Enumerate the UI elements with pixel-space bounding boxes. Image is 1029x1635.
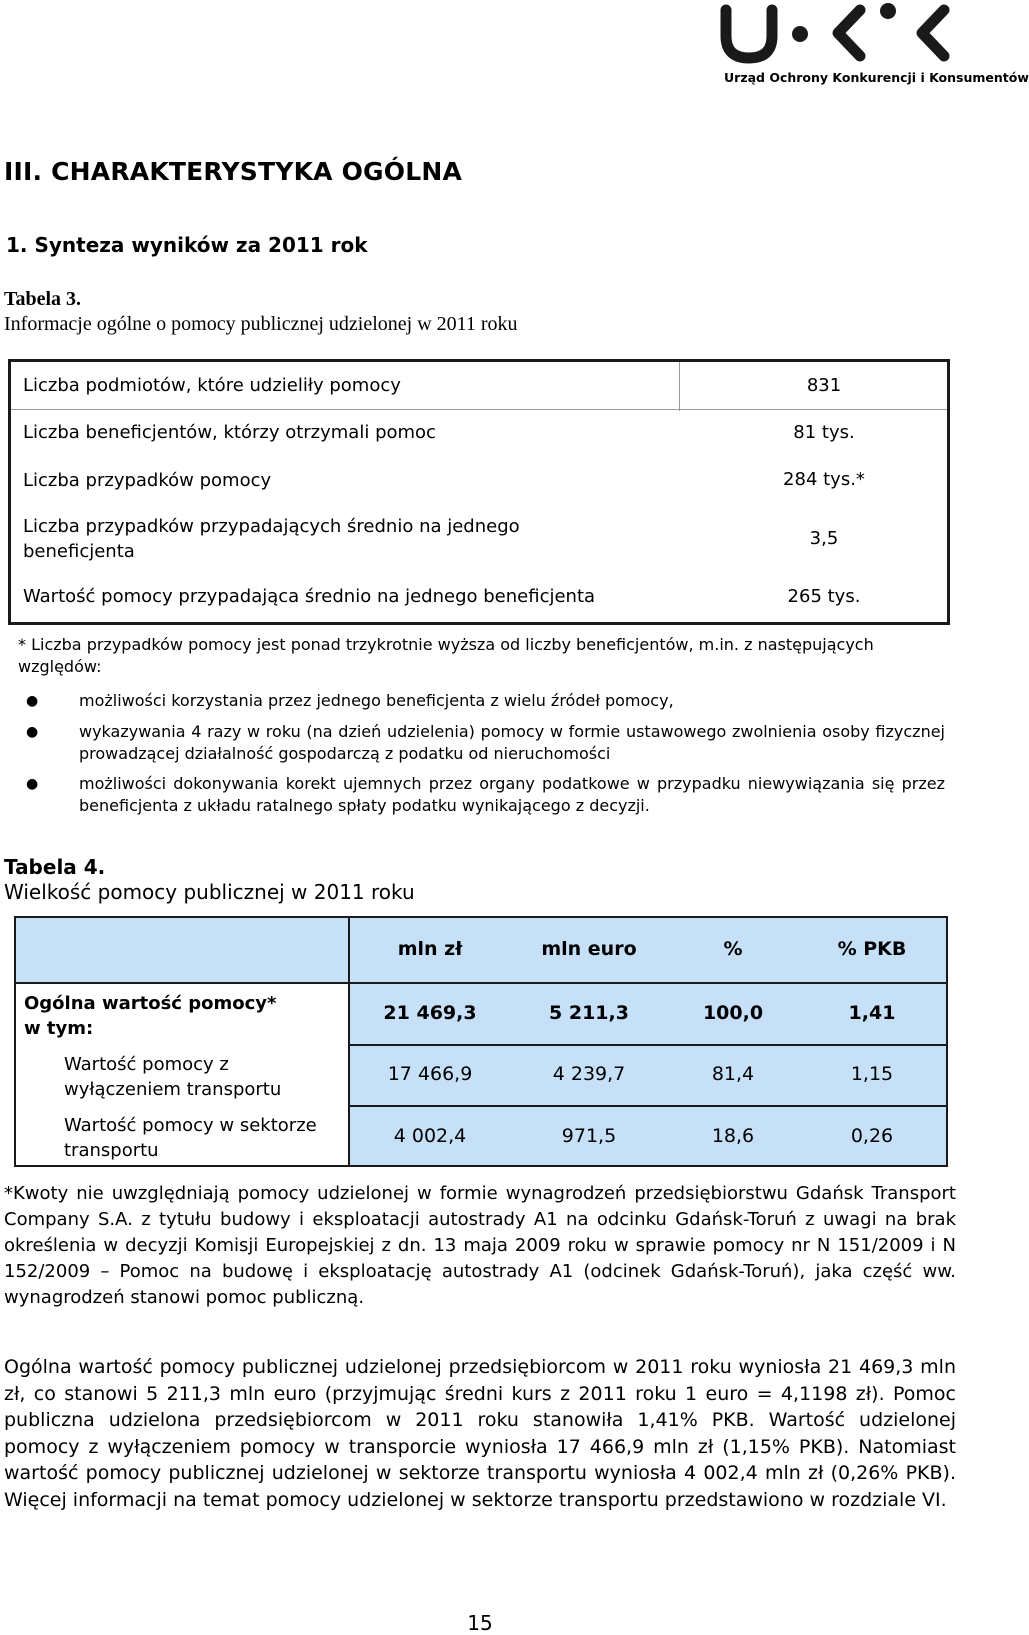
row-value: 3,5 bbox=[809, 528, 839, 549]
bullet-icon: ● bbox=[26, 693, 39, 709]
table4-footnote: *Kwoty nie uwzględniają pomocy udzielonej w formie wynagrodzeń przedsiębiorstwu Gdańsk Transport Company S.A. z tytułu budowy i eksploatacji autostrady A1 na odcinku Gdańsk-Toruń z uwagi na brak określenia w decyzji Komisji Europejskiej z dn. 13 maja 2009 roku w sprawie pomocy nr N 151/2009 i N 152/2009 – Pomoc na budowę i eksploatację autostrady A1 (odcinek Gdańsk-Toruń), jaka część ww. wynagrodzeń stanowi pomoc publiczną. bbox=[4, 1183, 956, 1308]
table3 bbox=[8, 359, 950, 625]
row-value: 284 tys.* bbox=[783, 469, 865, 490]
subsection-title: 1. Synteza wyników za 2011 rok bbox=[6, 233, 368, 257]
row-label: Ogólna wartość pomocy* w tym: bbox=[24, 993, 277, 1039]
table3-caption: Informacje ogólne o pomocy publicznej udzielonej w 2011 roku bbox=[4, 313, 518, 335]
list-item: możliwości dokonywania korekt ujemnych przez organy podatkowe w przypadku niewywiązania się przez beneficjenta z układu ratalnego spłaty podatku wynikającego z decyzji. bbox=[79, 774, 945, 815]
logo-caption: Urząd Ochrony Konkurencji i Konsumentów bbox=[724, 70, 1029, 85]
cell: 17 466,9 bbox=[387, 1063, 473, 1085]
row-label: Wartość pomocy przypadająca średnio na jednego beneficjenta bbox=[23, 586, 596, 607]
bullet-icon: ● bbox=[26, 776, 39, 792]
cell: 4 239,7 bbox=[552, 1063, 626, 1085]
cell: 1,15 bbox=[850, 1063, 894, 1085]
cell: 5 211,3 bbox=[549, 1002, 629, 1024]
cell: 0,26 bbox=[850, 1125, 894, 1147]
column-header: % bbox=[723, 938, 743, 960]
table4-label: Tabela 4. bbox=[4, 855, 106, 879]
row-label: Liczba podmiotów, które udzieliły pomocy bbox=[23, 375, 401, 396]
row-label: Liczba beneficjentów, którzy otrzymali pomoc bbox=[23, 422, 436, 443]
row-value: 831 bbox=[806, 375, 842, 396]
page-number: 15 bbox=[467, 1611, 493, 1635]
summary-paragraph: Ogólna wartość pomocy publicznej udzielonej przedsiębiorcom w 2011 roku wyniosła 21 469,3 mln zł, co stanowi 5 211,3 mln euro (przyjmując średni kurs z 2011 roku 1 euro = 4,1198 zł). Pomoc publiczna udzielona przedsiębiorcom w 2011 roku stanowiła 1,41% PKB. Wartość udzielonej pomocy z wyłączeniem pomocy w transporcie wyniosła 17 466,9 mln zł (1,15% PKB). Natomiast wartość pomocy publicznej udzielonej w sektorze transportu wyniosła 4 002,4 mln zł (0,26% PKB). Więcej informacji na temat pomocy udzielonej w sektorze transportu przedstawiono w rozdziale VI. bbox=[4, 1356, 956, 1511]
cell: 81,4 bbox=[711, 1063, 755, 1085]
list-item: wykazywania 4 razy w roku (na dzień udzielenia) pomocy w formie ustawowego zwolnienia osoby fizycznej prowadzącej działalność gospodarczą z podatku od nieruchomości bbox=[79, 722, 945, 763]
table4 bbox=[14, 916, 948, 1167]
table3-footnote: * Liczba przypadków pomocy jest ponad trzykrotnie wyższa od liczby beneficjentów, m.in. z następujących względów: bbox=[18, 635, 874, 676]
row-value: 81 tys. bbox=[793, 422, 855, 443]
bullet-icon: ● bbox=[26, 724, 39, 740]
column-header: mln zł bbox=[397, 938, 463, 960]
cell: 21 469,3 bbox=[383, 1002, 477, 1024]
row-label: Liczba przypadków przypadających średnio na jednego beneficjenta bbox=[23, 516, 520, 562]
table3-label: Tabela 3. bbox=[4, 288, 82, 310]
column-header: % PKB bbox=[837, 938, 907, 960]
list-item: możliwości korzystania przez jednego beneficjenta z wielu źródeł pomocy, bbox=[79, 691, 674, 710]
column-header: mln euro bbox=[541, 938, 637, 960]
row-label: Wartość pomocy w sektorze transportu bbox=[64, 1115, 317, 1161]
cell: 4 002,4 bbox=[393, 1125, 467, 1147]
row-value: 265 tys. bbox=[787, 586, 861, 607]
cell: 971,5 bbox=[561, 1125, 617, 1147]
cell: 1,41 bbox=[848, 1002, 896, 1024]
table4-caption: Wielkość pomocy publicznej w 2011 roku bbox=[4, 880, 415, 904]
row-label: Liczba przypadków pomocy bbox=[23, 470, 272, 491]
cell: 100,0 bbox=[702, 1002, 764, 1024]
row-label: Wartość pomocy z wyłączeniem transportu bbox=[64, 1054, 282, 1100]
cell: 18,6 bbox=[711, 1125, 755, 1147]
section-title: III. CHARAKTERYSTYKA OGÓLNA bbox=[4, 157, 463, 186]
